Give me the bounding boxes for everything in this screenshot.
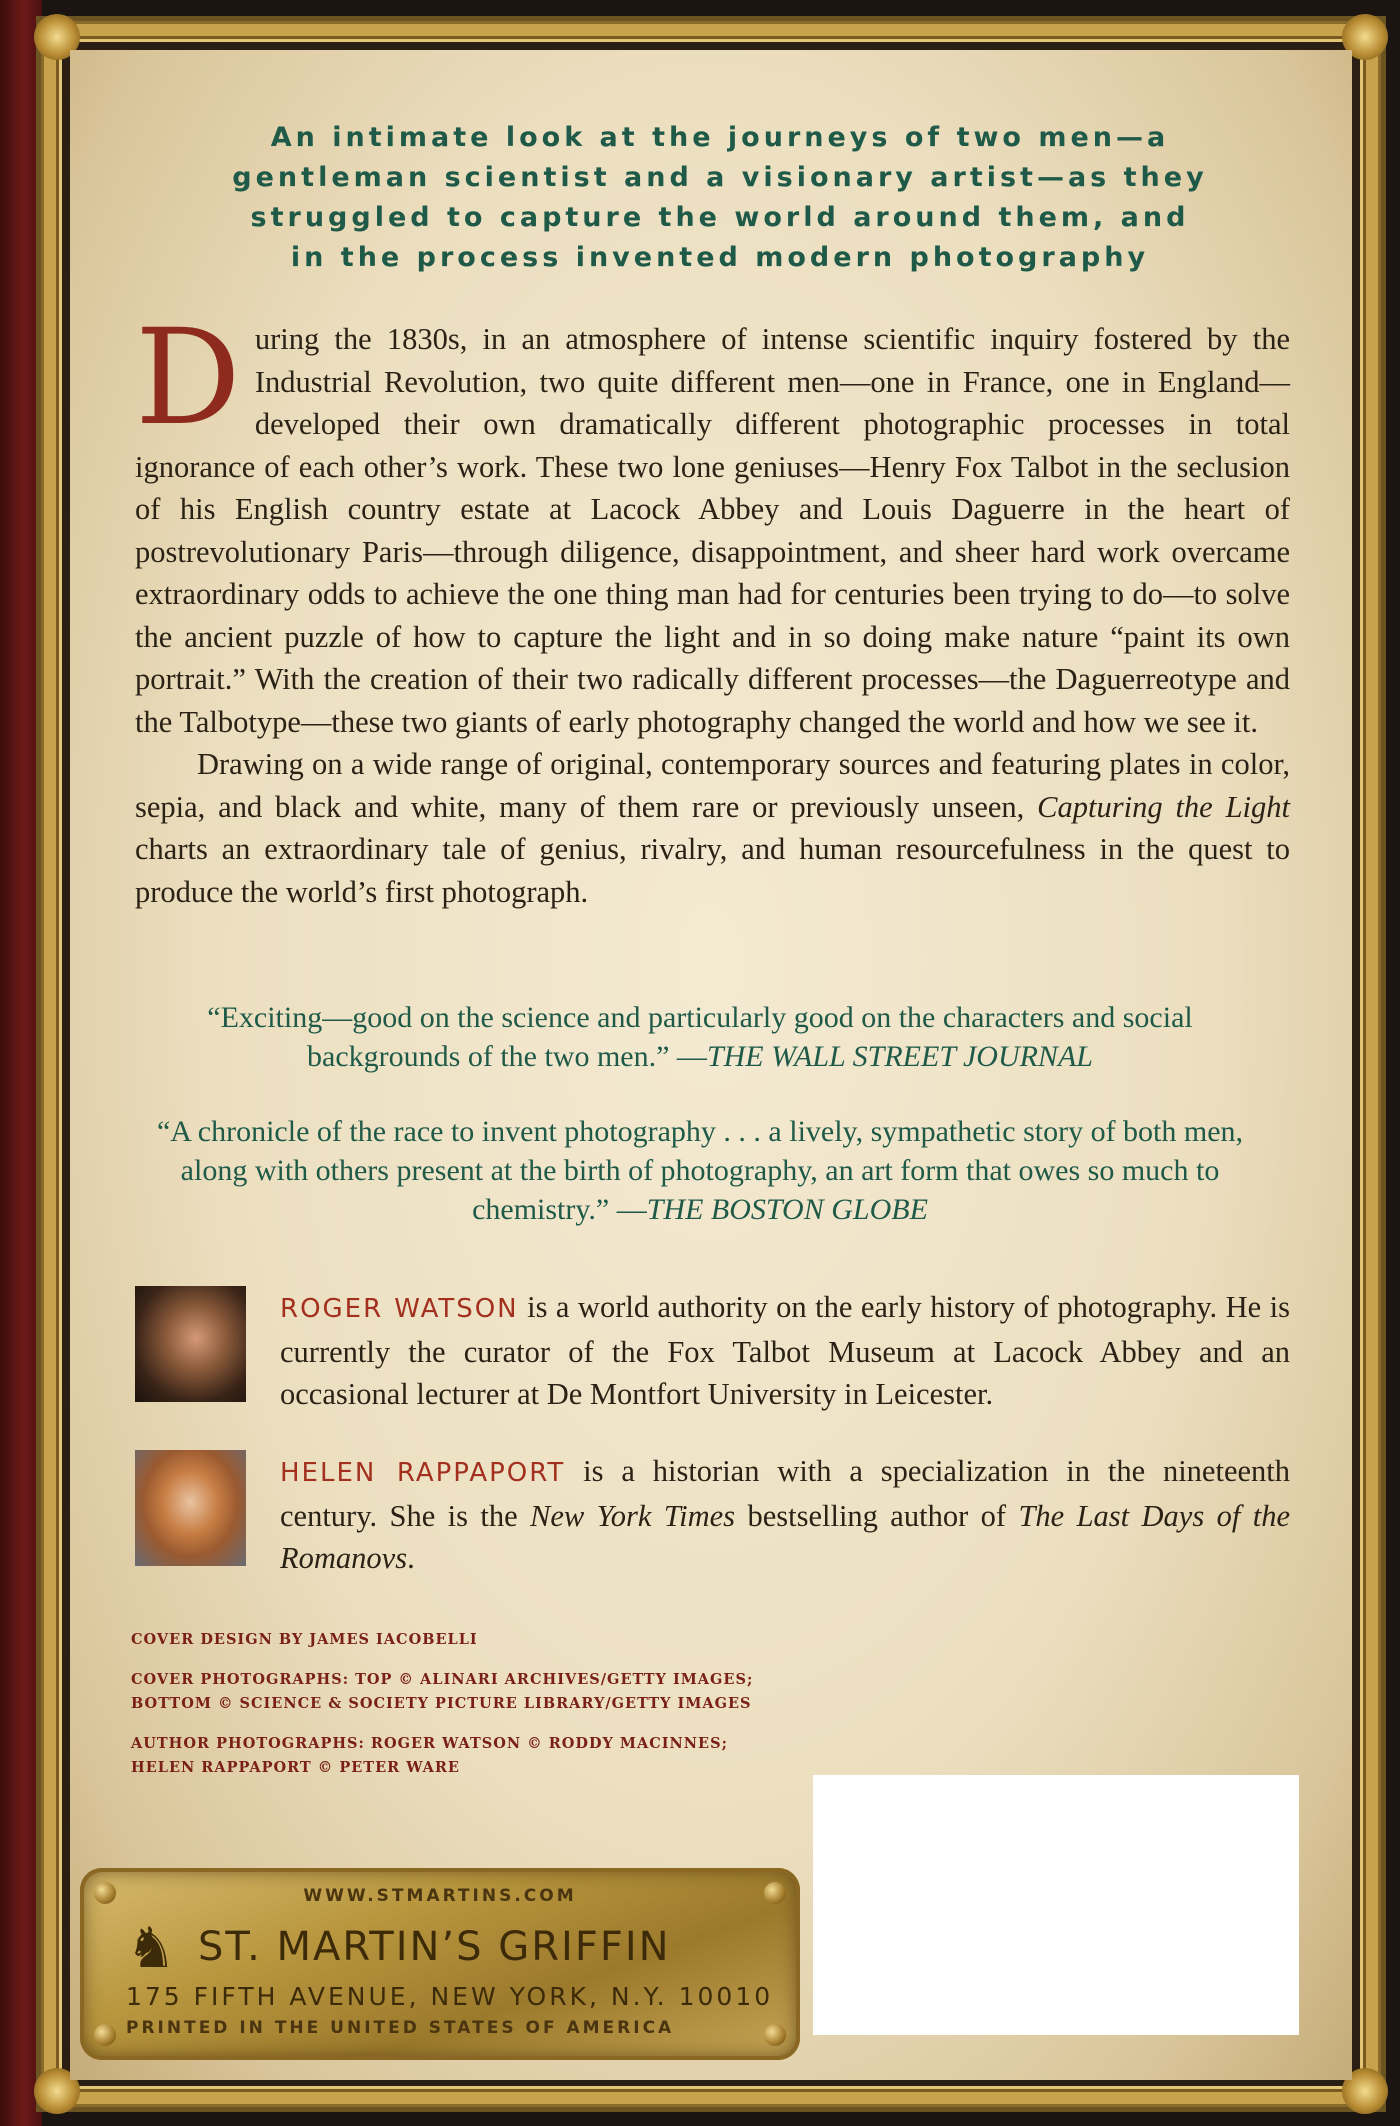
quote-source: THE WALL STREET JOURNAL: [706, 1040, 1093, 1073]
book-title-italic: The Last Days of the Romanovs: [280, 1498, 1290, 1575]
quote-text: “A chronicle of the race to invent photography . . . a lively, sympathetic story of both men, along with others present at the birth of photography, an art form that owes so much to chemistry.” —: [156, 1115, 1244, 1226]
description-paragraph-2: [135, 743, 1290, 913]
tagline: [170, 118, 1270, 278]
rivet-icon: [94, 2024, 116, 2046]
tagline-line: An intimate look at the journeys of two men—a: [270, 122, 1170, 153]
credit-line: COVER PHOTOGRAPHS: TOP © ALINARI ARCHIVES/GETTY IMAGES;: [131, 1671, 754, 1688]
quote-source: THE BOSTON GLOBE: [646, 1193, 928, 1226]
publisher-name: ST. MARTIN’S GRIFFIN: [198, 1924, 671, 1970]
barcode-area: [813, 1775, 1299, 2035]
newspaper-title-italic: New York Times: [530, 1498, 736, 1533]
publisher-address: 175 FIFTH AVENUE, NEW YORK, N.Y. 10010: [126, 1982, 774, 2011]
quote-text: “Exciting—good on the science and particularly good on the characters and social backgrounds of the two men.” —: [207, 1001, 1193, 1073]
credit-line: COVER DESIGN BY JAMES IACOBELLI: [131, 1631, 478, 1648]
drop-cap-letter: D: [135, 301, 241, 455]
credits: [131, 1628, 831, 1796]
author-name: ROGER WATSON: [280, 1294, 519, 1324]
description-paragraph-1: [135, 301, 1290, 743]
publisher-plate: [80, 1868, 800, 2060]
cover-design-credit: [131, 1628, 831, 1652]
publisher-website: WWW.STMARTINS.COM: [303, 1886, 577, 1906]
griffin-icon: ♞: [126, 1916, 177, 1981]
tagline-line: in the process invented modern photography: [290, 242, 1150, 273]
author-photographs-credit: [131, 1732, 831, 1780]
credit-line: HELEN RAPPAPORT © PETER WARE: [131, 1759, 460, 1776]
author-bio-body: is a world authority on the early history of photography. He is currently the curator of the Fox Talbot Museum at Lacock Abbey and an occasional lecturer at De Montfort University in Leicester.: [280, 1290, 1290, 1411]
printed-in-notice: PRINTED IN THE UNITED STATES OF AMERICA: [126, 2018, 675, 2038]
paragraph-2-text-start: Drawing on a wide range of original, contemporary sources and featuring plates in color, sepia, and black and white, many of them rare or previously unseen,: [135, 747, 1290, 824]
paragraph-1-text: uring the 1830s, in an atmosphere of intense scientific inquiry fostered by the Industrial Revolution, two quite different men—one in France, one in England—developed their own dramatically different photographic processes in total ignorance of each other’s work. These two lone geniuses—Henry Fox Talbot in the seclusion of his English country estate at Lacock Abbey and Louis Daguerre in the heart of postrevolutionary Paris—through diligence, disappointment, and sheer hard work overcame extraordinary odds to achieve the one thing man had for centuries been trying to do—to solve the ancient puzzle of how to capture the light and in so doing make nature “paint its own portrait.” With the creation of their two radically different processes—the Daguerreotype and the Talbotype—these two giants of early photography changed the world and how we see it.: [135, 322, 1290, 739]
tagline-line: struggled to capture the world around them, and: [250, 202, 1190, 233]
author-bio-text: [280, 1450, 1290, 1580]
review-quote-2: [150, 1112, 1250, 1229]
tagline-line: gentleman scientist and a visionary artist—as they: [232, 162, 1208, 193]
review-quote-1: [150, 998, 1250, 1076]
cover-photographs-credit: [131, 1668, 831, 1716]
description-body: [135, 301, 1290, 913]
credit-line: BOTTOM © SCIENCE & SOCIETY PICTURE LIBRARY/GETTY IMAGES: [131, 1695, 752, 1712]
author-photo-helen-rappaport: [135, 1450, 246, 1566]
credit-line: AUTHOR PHOTOGRAPHS: ROGER WATSON © RODDY MACINNES;: [131, 1735, 728, 1752]
author-name: HELEN RAPPAPORT: [280, 1458, 566, 1488]
author-bio-body-end: .: [407, 1541, 415, 1575]
paragraph-2-text-end: charts an extraordinary tale of genius, rivalry, and human resourcefulness in the quest to produce the world’s first photograph.: [135, 832, 1290, 909]
author-bio-body-start: is a historian with a specialization in the nineteenth century. She is the: [280, 1454, 1290, 1533]
author-bio-body-mid: bestselling author of: [735, 1498, 1019, 1533]
book-title-italic: Capturing the Light: [1037, 789, 1290, 824]
author-photo-roger-watson: [135, 1286, 246, 1402]
author-bio-text: [280, 1286, 1290, 1416]
